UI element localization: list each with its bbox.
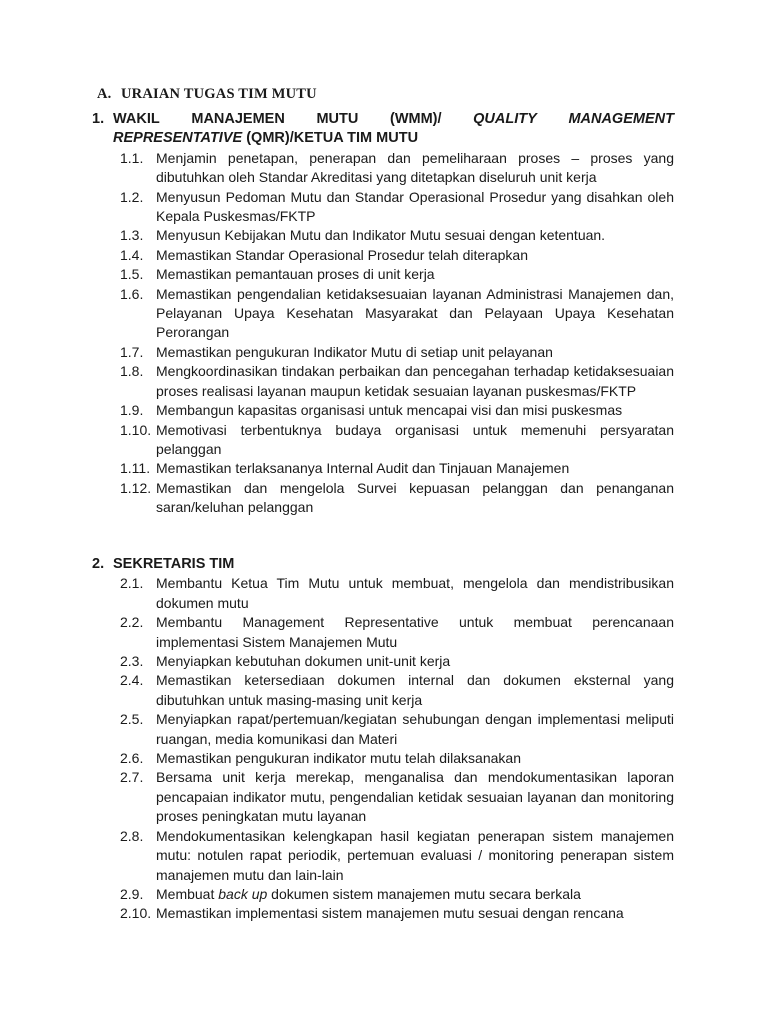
- task-item-text: Memastikan pemantauan proses di unit kerja: [156, 266, 435, 283]
- task-item-number: 2.2.: [120, 614, 144, 631]
- task-item-number: 1.9.: [120, 402, 144, 419]
- task-item-number: 1.11.: [120, 460, 151, 477]
- title-italic: REPRESENTATIVE: [113, 130, 243, 147]
- task-item-text: Menyusun Pedoman Mutu dan Standar Operasional Prosedur yang disahkan oleh Kepala Puskesmas/FKTP: [156, 188, 674, 225]
- task-item-number: 2.6.: [120, 750, 144, 767]
- task-item-number: 1.7.: [120, 343, 144, 360]
- task-item-number: 1.2.: [120, 188, 144, 205]
- section-1-title-line2: [113, 129, 674, 148]
- task-item-text: Memastikan pengendalian ketidaksesuaian layanan Administrasi Manajemen dan, Pelayanan Upaya Kesehatan Masyarakat dan Pelayaan Upaya Kesehatan Perorangan: [156, 285, 674, 341]
- task-item-number: 2.3.: [120, 653, 144, 670]
- task-item-text: Memotivasi terbentuknya budaya organisasi untuk memenuhi persyaratan pelanggan: [156, 421, 674, 457]
- task-item: [92, 768, 674, 826]
- section-1-title: [92, 110, 674, 149]
- heading-letter: A.: [97, 86, 112, 102]
- title-word: WAKIL: [113, 111, 160, 127]
- section-2-title: [92, 555, 674, 574]
- task-item-number: 1.10.: [120, 421, 152, 438]
- task-item-number: 2.8.: [120, 827, 144, 844]
- title-word-italic: QUALITY: [473, 111, 537, 127]
- task-item-text: Mengkoordinasikan tindakan perbaikan dan pencegahan terhadap ketidaksesuaian proses realisasi layanan maupun ketidak sesuaian layanan puskesmas/FKTP: [156, 363, 674, 399]
- title-rest: (QMR)/KETUA TIM MUTU: [242, 130, 419, 147]
- task-item-number: 1.5.: [120, 266, 144, 283]
- task-item: [92, 421, 674, 460]
- task-item: [92, 479, 674, 518]
- task-item-text: Menyiapkan kebutuhan dokumen unit-unit kerja: [156, 653, 451, 670]
- task-item: [92, 459, 674, 478]
- task-item-number: 2.10.: [120, 905, 152, 922]
- title-word: MUTU: [316, 111, 359, 127]
- task-item-text: Membuat back up dokumen sistem manajemen mutu secara berkala: [156, 885, 581, 902]
- section-1-task-list: [92, 149, 674, 518]
- task-item-number: 2.4.: [120, 672, 144, 689]
- task-item: [92, 226, 674, 245]
- title-word-italic: MANAGEMENT: [568, 111, 674, 127]
- task-item: [92, 285, 674, 343]
- task-item-italic-term: back up: [218, 885, 268, 902]
- task-item-text: Menyiapkan rapat/pertemuan/kegiatan sehubungan dengan implementasi meliputi ruangan, media komunikasi dan Materi: [156, 711, 674, 747]
- task-item-text: Menyusun Kebijakan Mutu dan Indikator Mutu sesuai dengan ketentuan.: [156, 227, 606, 244]
- task-item-text: Memastikan terlaksananya Internal Audit dan Tinjauan Manajemen: [156, 460, 570, 477]
- task-item: [92, 613, 674, 652]
- section-wakil-manajemen-mutu: [92, 110, 674, 518]
- task-item: [92, 343, 674, 362]
- section-2-title-text: SEKRETARIS TIM: [113, 556, 235, 572]
- task-item-number: 1.12.: [120, 479, 152, 496]
- task-item-number: 2.9.: [120, 885, 144, 902]
- title-word: MANAJEMEN: [191, 111, 285, 127]
- task-item-number: 2.7.: [120, 769, 144, 786]
- task-item: [92, 265, 674, 284]
- task-item: [92, 710, 674, 749]
- task-item: [92, 574, 674, 613]
- section-sekretaris-tim: [92, 555, 674, 924]
- task-item-text: Memastikan Standar Operasional Prosedur telah diterapkan: [156, 246, 528, 263]
- task-item-number: 1.3.: [120, 227, 144, 244]
- heading-text: URAIAN TUGAS TIM MUTU: [121, 86, 317, 102]
- task-item-text: Menjamin penetapan, penerapan dan pemeliharaan proses – proses yang dibutuhkan oleh Standar Akreditasi yang ditetapkan diseluruh unit kerja: [156, 149, 674, 186]
- task-item-number: 2.1.: [120, 575, 144, 592]
- task-item-text: Membantu Ketua Tim Mutu untuk membuat, mengelola dan mendistribusikan dokumen mutu: [156, 575, 674, 611]
- task-item: [92, 904, 674, 923]
- task-item: [92, 401, 674, 420]
- section-2-number: 2.: [92, 556, 105, 572]
- section-1-title-line1: [113, 110, 674, 129]
- task-item-number: 1.4.: [120, 246, 144, 263]
- task-item-text: Memastikan implementasi sistem manajemen mutu sesuai dengan rencana: [156, 905, 624, 922]
- task-item-number: 1.8.: [120, 363, 144, 380]
- task-item-text: Memastikan dan mengelola Survei kepuasan pelanggan dan penanganan saran/keluhan pelanggan: [156, 479, 674, 516]
- title-word: (WMM)/: [389, 111, 442, 127]
- section-1-number: 1.: [92, 111, 105, 127]
- task-item-number: 2.5.: [120, 711, 144, 728]
- task-item-text: Bersama unit kerja merekap, menganalisa dan mendokumentasikan laporan pencapaian indikator mutu, pengendalian ketidak sesuaian layanan dan monitoring proses peningkatan mutu layanan: [156, 769, 674, 825]
- task-item: [92, 749, 674, 768]
- task-item-text: Membantu Management Representative untuk membuat perencanaan implementasi Sistem Manajemen Mutu: [156, 614, 674, 650]
- task-item-number: 1.1.: [120, 149, 144, 166]
- task-item-text: Memastikan pengukuran Indikator Mutu di setiap unit pelayanan: [156, 343, 553, 360]
- task-item-text: Memastikan pengukuran indikator mutu telah dilaksanakan: [156, 750, 521, 767]
- task-item: [92, 149, 674, 188]
- task-item: [92, 671, 674, 710]
- task-item-text: Mendokumentasikan kelengkapan hasil kegiatan penerapan sistem manajemen mutu: notulen rapat periodik, pertemuan evaluasi / monitoring penerapan sistem manajemen mutu dan lain-lain: [156, 827, 674, 883]
- task-item: [92, 827, 674, 885]
- task-item: [92, 188, 674, 227]
- task-item-number: 1.6.: [120, 285, 144, 302]
- section-2-task-list: [92, 574, 674, 923]
- task-item: [92, 652, 674, 671]
- task-item-text: Memastikan ketersediaan dokumen internal dan dokumen eksternal yang dibutuhkan untuk masing-masing unit kerja: [156, 672, 674, 708]
- task-item: [92, 362, 674, 401]
- task-item: [92, 885, 674, 904]
- task-item-text: Membangun kapasitas organisasi untuk mencapai visi dan misi puskesmas: [156, 402, 623, 419]
- task-item: [92, 246, 674, 265]
- section-heading: [97, 86, 317, 103]
